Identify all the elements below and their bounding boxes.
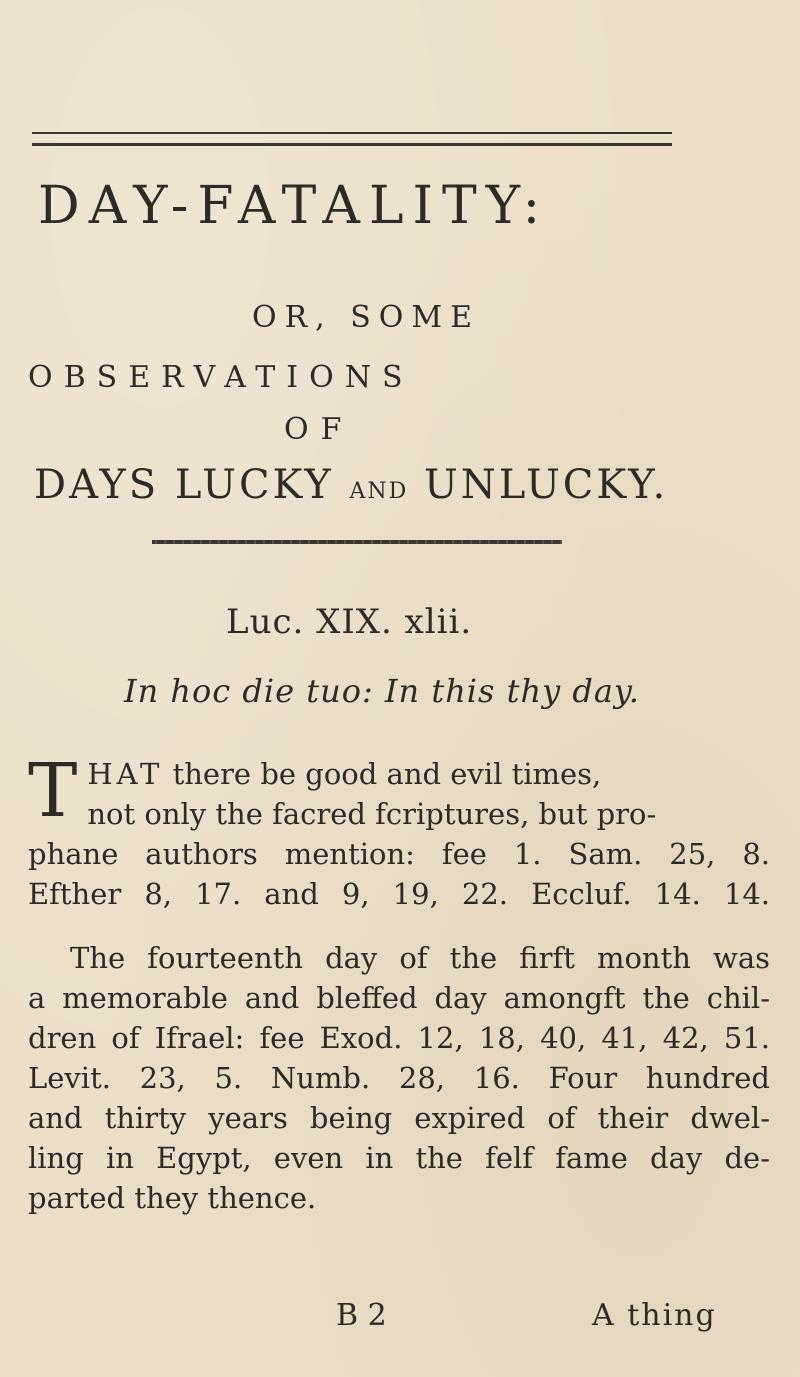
paragraph-1-line-1 <box>28 754 770 794</box>
subtitle-observations: OBSERVATIONS <box>28 360 414 395</box>
subtitle-of: OF <box>284 412 354 447</box>
subtitle-days-lucky: DAYS LUCKY <box>34 462 334 508</box>
paragraph-2-line: The fourteenth day of the firft month was <box>70 941 770 975</box>
paragraph-1 <box>28 748 770 914</box>
paragraph-2-line: dren of Ifrael: fee Exod. 12, 18, 40, 41, 42, 51. <box>28 1021 770 1055</box>
paragraph-1-line-1-rest: there be good and evil times, <box>163 757 602 791</box>
motto: In hoc die tuo: In this thy day. <box>124 672 640 710</box>
paragraph-1-line-3: phane authors mention: fee 1. Sam. 25, 8. <box>28 837 770 871</box>
subtitle-unlucky: UNLUCKY. <box>423 462 669 508</box>
paragraph-2-line: ling in Egypt, even in the felf fame day de- <box>28 1141 770 1175</box>
paragraph-1-line-4: Efther 8, 17. and 9, 19, 22. Eccluf. 14. 14. <box>28 877 770 911</box>
catchword: A thing <box>592 1298 717 1333</box>
paragraph-2 <box>28 938 770 1218</box>
subtitle-days-lucky-unlucky <box>34 462 668 508</box>
paragraph-1-line-2: not only the facred fcriptures, but pro- <box>87 797 657 831</box>
top-rule-thick <box>32 143 672 146</box>
scripture-reference: Luc. XIX. xlii. <box>226 602 473 642</box>
paragraph-2-line: parted they thence. <box>28 1181 317 1215</box>
paragraph-2-line: Levit. 23, 5. Numb. 28, 16. Four hundred <box>28 1061 770 1095</box>
subtitle-or-some: OR, SOME <box>252 300 481 335</box>
paragraph-1-caps: HAT <box>87 757 164 791</box>
top-rule-thin <box>32 132 672 134</box>
page-title: DAY-FATALITY: <box>38 176 550 236</box>
paragraph-2-line: a memorable and bleffed day amongft the chil- <box>28 981 770 1015</box>
signature-mark: B 2 <box>336 1298 387 1333</box>
ornamental-divider <box>152 540 562 544</box>
paragraph-2-line: and thirty years being expired of their dwel- <box>28 1101 770 1135</box>
subtitle-and: AND <box>349 479 409 504</box>
drop-cap: T <box>28 748 78 834</box>
